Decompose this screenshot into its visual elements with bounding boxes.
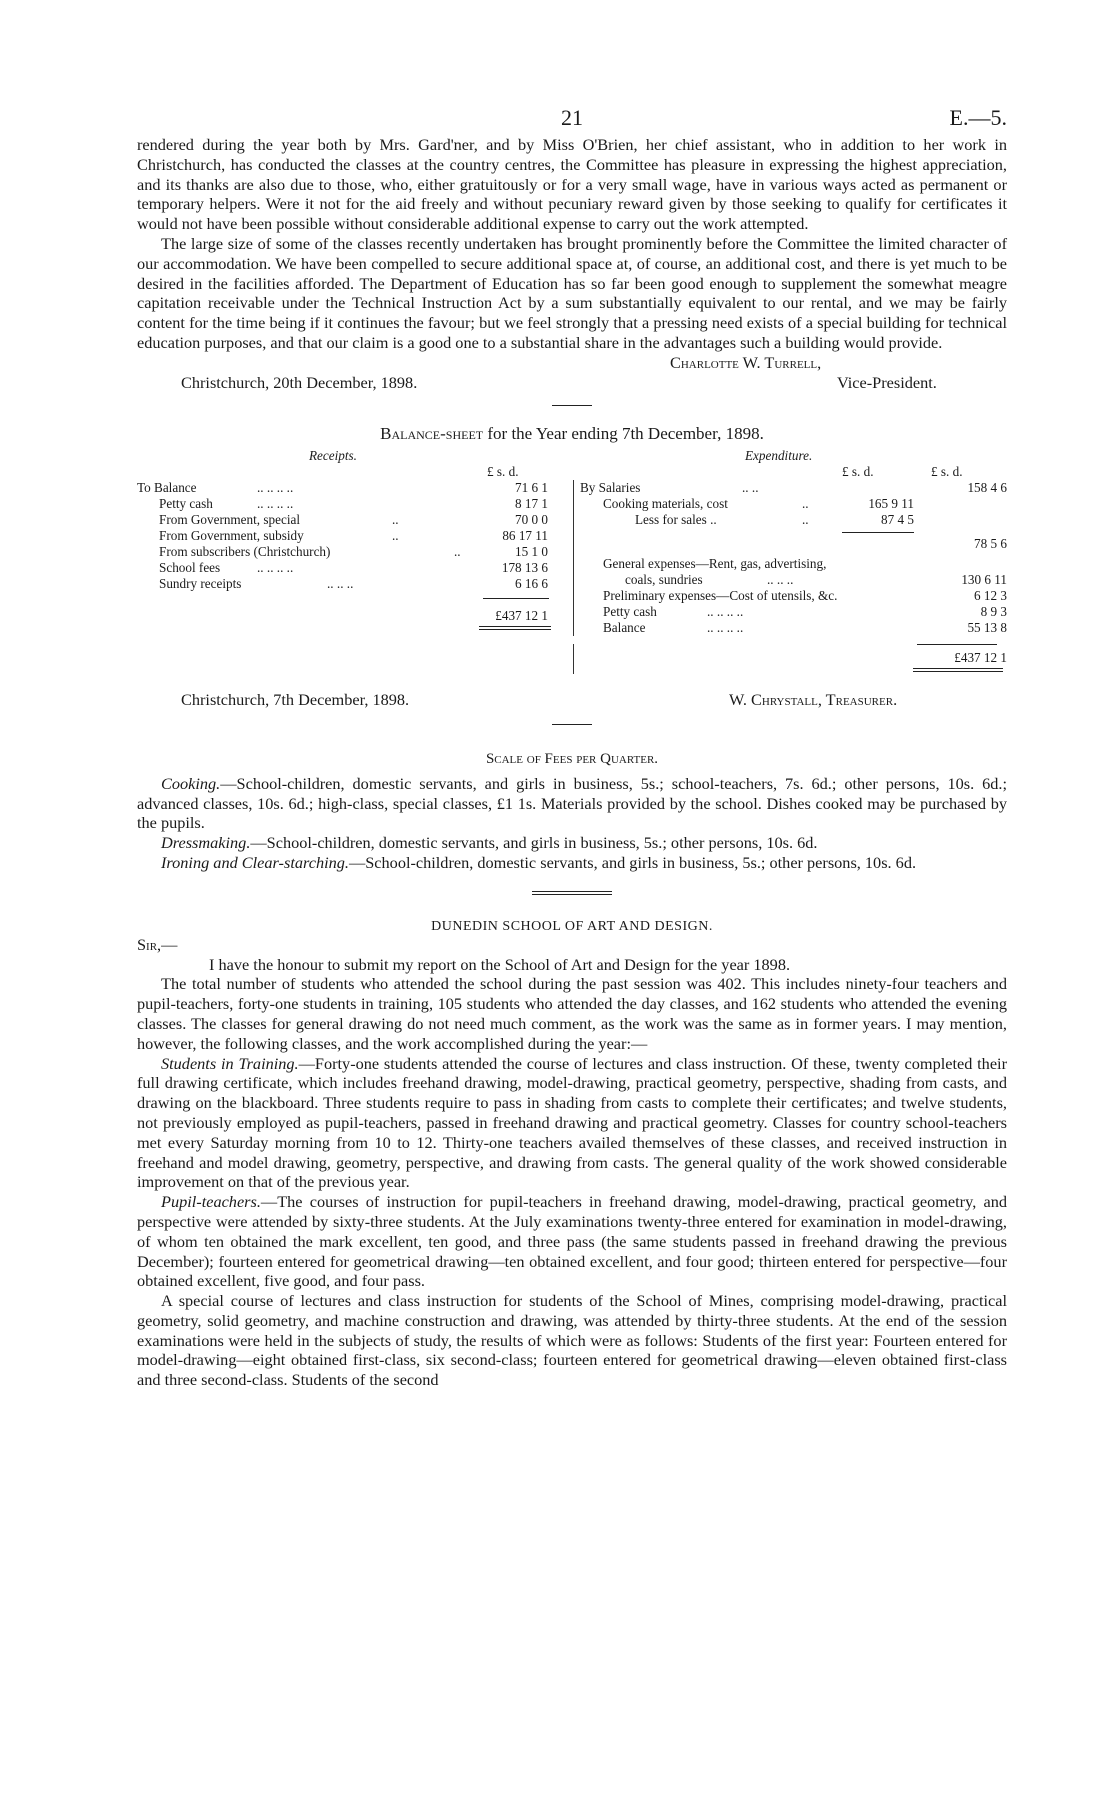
receipt-amount: 178 13 6 (501, 559, 548, 575)
expenditure-amount: 55 13 8 (967, 619, 1007, 635)
total-double-rule (479, 626, 551, 627)
total-rule (917, 644, 997, 645)
total-rule (483, 598, 549, 599)
receipts-heading: Receipts. (309, 447, 357, 463)
salutation: Sir,— (137, 934, 178, 954)
expenditure-label: Less for sales .. (635, 511, 717, 527)
subtotal-rule (842, 532, 914, 533)
receipt-label: School fees (159, 559, 221, 575)
expenditure-dots: .. .. (742, 479, 759, 495)
receipt-dots: .. .. .. .. (257, 479, 294, 495)
lsd-header: £ s. d. (931, 463, 963, 479)
expenditure-dots: .. (802, 511, 809, 527)
divider (552, 724, 592, 725)
receipt-label: From Government, subsidy (159, 527, 304, 543)
paragraph: The total number of students who attended the school during the past session was 402. This includes ninety-four teachers and pupil-teachers, forty-one students in training, 105 students who attended the day classes, and 162 students who attended the evening classes. The classes for general drawing do not need much comment, as the work was the same as in former years. I may mention, however, the following classes, and the work accomplished during the year:— (137, 974, 1007, 1053)
expenditure-label: Cooking materials, cost (603, 495, 728, 511)
page-header (137, 95, 1007, 135)
balance-sheet (137, 444, 1007, 644)
receipt-amount: 71 6 1 (515, 479, 548, 495)
expenditure-dots: .. .. .. .. (707, 603, 744, 619)
receipts-total: £437 12 1 (495, 607, 548, 623)
expenditure-label: By Salaries (580, 479, 641, 495)
lsd-header: £ s. d. (842, 463, 874, 479)
document-page (137, 95, 1007, 1390)
signature-place-line (137, 373, 1007, 393)
document-reference: E.—5. (949, 105, 1007, 130)
signatory-title: Vice-President. (837, 372, 937, 392)
paragraph: Students in Training.—Forty-one students attended the course of lectures and class instruction. Of these, twenty completed their full drawing certificate, which includes freehand drawing, model-drawing, practical geometry, perspective, shading from casts, and drawing on the blackboard. Three students require to pass in shading from casts to complete their certificates; and twelve students, not previously employed as pupil-teachers, passed in freehand drawing and practical geometry. Classes for country school-teachers met every Saturday morning from 10 to 12. Thirty-one teachers availed themselves of these classes, and received instruction in freehand and model drawing, geometry, perspective, and drawing from casts. The general quality of the work showed considerable improvement on that of the previous year. (137, 1053, 1007, 1192)
expenditure-label: General expenses—Rent, gas, advertising, (603, 555, 827, 571)
fees-dressmaking: Dressmaking.—School-children, domestic servants, and girls in business, 5s.; other persons, 10s. 6d. (161, 833, 818, 853)
expenditure-dots: .. (802, 495, 809, 511)
fees-ironing: Ironing and Clear-starching.—School-children, domestic servants, and girls in business, 5s.; other persons, 10s. 6d. (161, 852, 917, 872)
receipt-amount: 8 17 1 (515, 495, 548, 511)
receipt-dots: .. (392, 527, 399, 543)
paragraph: I have the honour to submit my report on the School of Art and Design for the year 1898. (209, 954, 791, 974)
fees-cooking: Cooking.—School-children, domestic servants, and girls in business, 5s.; school-teachers, 7s. 6d.; other persons, 10s. 6d.; advanced classes, 10s. 6d.; high-class, special classes, £1 1s. Materials provided by the school. Dishes cooked may be purchased by the pupils. (137, 773, 1007, 833)
receipt-dots: .. .. .. .. (257, 559, 294, 575)
treasurer-line (137, 690, 1007, 710)
treasurer-signature: W. Chrystall, Treasurer. (729, 689, 898, 709)
lsd-header: £ s. d. (487, 463, 519, 479)
paragraph: Pupil-teachers.—The courses of instruction for pupil-teachers in freehand drawing, model-drawing, practical geometry, and perspective were attended by sixty-three students. At the July examinations twenty-three entered for examination in model-drawing, of whom ten obtained the mark excellent, ten good, and three pass (the same students passed in freehand drawing the previous December); fourteen entered for geometrical drawing—ten obtained excellent, and four good; thirteen entered for perspective—four obtained excellent, five good, and four pass. (137, 1192, 1007, 1291)
balance-sheet-title: Balance-sheet for the Year ending 7th December, 1898. (380, 423, 764, 443)
receipt-amount: 6 16 6 (515, 575, 548, 591)
receipt-label: From subscribers (Christchurch) (159, 543, 331, 559)
place-date: Christchurch, 7th December, 1898. (181, 689, 410, 709)
receipt-dots: .. (392, 511, 399, 527)
paragraph: A special course of lectures and class instruction for students of the School of Mines, comprising model-drawing, practical geometry, solid geometry, and machine construction and drawing, was attended by thirty-three students. At the end of the session examinations were held in the subjects of study, the results of which were as follows: Students of the first year: Fourteen entered for model-drawing—eight obtained first-class, six second-class; fourteen entered for geometrical drawing—eleven obtained first-class and three second-class. Students of the second (137, 1291, 1007, 1390)
fees-title: Scale of Fees per Quarter. (485, 750, 659, 767)
divider (532, 894, 612, 895)
place-date: Christchurch, 20th December, 1898. (181, 372, 418, 392)
signatory-name: Charlotte W. Turrell, (670, 352, 822, 372)
expenditure-amount: 6 12 3 (974, 587, 1007, 603)
expenditure-dots: .. .. .. (767, 571, 794, 587)
total-double-rule (479, 629, 551, 630)
column-divider (573, 480, 574, 636)
total-double-rule (913, 671, 1003, 672)
paragraph: The large size of some of the classes recently undertaken has brought prominently before the Committee the limited character of our accommodation. We have been compelled to secure additional space at, of course, an additional cost, and there is yet much to be desired in the facilities afforded. The Department of Education has so far been good enough to supplement the somewhat meagre capitation receivable under the Technical Instruction Act by a sum substantially equivalent to our rental, and we may be fairly content for the time being if it continues the favour; but we feel strongly that a pressing need exists of a special building for technical education purposes, and that our claim is a good one to a substantial share in the advantages such a building would provide. (137, 233, 1007, 352)
receipt-amount: 86 17 11 (502, 527, 548, 543)
section-title: DUNEDIN SCHOOL OF ART AND DESIGN. (431, 918, 713, 934)
expenditure-amount: 130 6 11 (961, 571, 1007, 587)
receipt-amount: 70 0 0 (515, 511, 548, 527)
page-number: 21 (561, 105, 583, 130)
expenditure-total: £437 12 1 (954, 649, 1007, 665)
expenditure-heading: Expenditure. (745, 447, 813, 463)
divider (532, 891, 612, 892)
expenditure-label: Balance (603, 619, 646, 635)
signature-name-line (137, 353, 1007, 373)
expenditure-amount: 8 9 3 (980, 603, 1007, 619)
expenditure-label: Petty cash (603, 603, 657, 619)
receipt-label: To Balance (137, 479, 197, 495)
expenditure-inner: 165 9 11 (868, 495, 914, 511)
divider (552, 405, 592, 406)
paragraph: rendered during the year both by Mrs. Gard'ner, and by Miss O'Brien, her chief assistant, who in addition to her work in Christchurch, has conducted the classes at the country centres, the Committee has pleasure in expressing the highest appreciation, and its thanks are also due to those, who, either gratuitously or for a very small wage, have in various ways acted as permanent or temporary helpers. Were it not for the aid freely and without pecuniary reward given by those seeking to qualify for certificates it would not have been possible without considerable additional expense to carry out the work attempted. (137, 135, 1007, 234)
total-double-rule (913, 668, 1003, 669)
receipt-label: Petty cash (159, 495, 213, 511)
expenditure-label: coals, sundries (625, 571, 703, 587)
expenditure-amount: 78 5 6 (974, 535, 1007, 551)
expenditure-amount: 158 4 6 (967, 479, 1007, 495)
receipt-amount: 15 1 0 (515, 543, 548, 559)
receipt-label: Sundry receipts (159, 575, 242, 591)
receipt-dots: .. .. .. .. (257, 495, 294, 511)
balance-sheet-footer (137, 644, 1007, 696)
expenditure-inner: 87 4 5 (881, 511, 914, 527)
receipt-dots: .. (454, 543, 461, 559)
receipt-dots: .. .. .. (327, 575, 354, 591)
receipt-label: From Government, special (159, 511, 300, 527)
column-divider (573, 644, 574, 674)
expenditure-dots: .. .. .. .. (707, 619, 744, 635)
expenditure-label: Preliminary expenses—Cost of utensils, &c. (603, 587, 838, 603)
